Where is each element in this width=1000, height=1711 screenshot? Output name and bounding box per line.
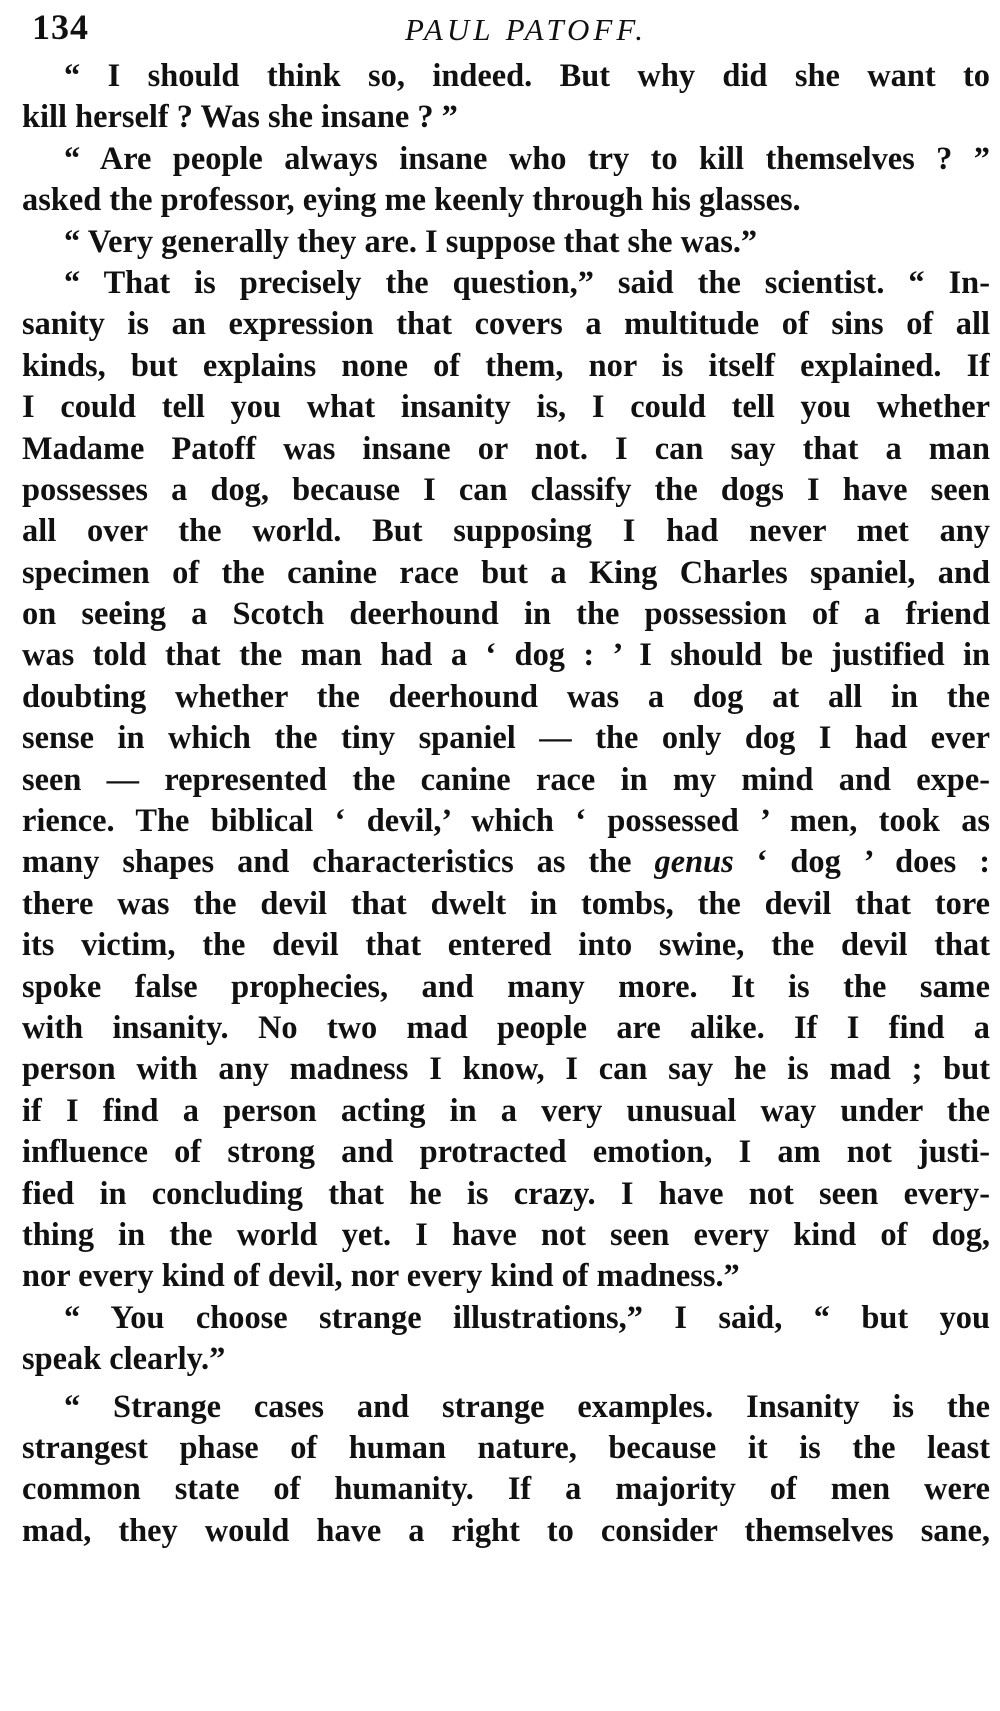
text-line: fied in concluding that he is crazy. I have not seen every-: [22, 1175, 990, 1212]
italic-genus: genus: [654, 844, 734, 881]
paragraph-2: [22, 139, 990, 222]
text-line: mad, they would have a right to consider themselves sane,: [22, 1512, 990, 1549]
paragraph-5: [22, 1298, 990, 1381]
text-line: “ Are people always insane who try to kill themselves ? ”: [64, 140, 990, 177]
paragraph-6: [22, 1387, 990, 1553]
text-line: “ That is precisely the question,” said the scientist. “ In-: [64, 264, 990, 301]
text-line: I could tell you what insanity is, I could tell you whether: [22, 389, 990, 426]
text-line: its victim, the devil that entered into swine, the devil that: [22, 927, 990, 964]
text-line: specimen of the canine race but a King Charles spaniel, and: [22, 554, 990, 591]
page-header: [22, 0, 990, 56]
text-line: possesses a dog, because I can classify the dogs I have seen: [22, 471, 990, 508]
body-text: [22, 56, 990, 1552]
page-number: 134: [32, 7, 89, 47]
text-line: speak clearly.”: [22, 1341, 226, 1378]
paragraph-1: [22, 56, 990, 139]
text-line: “ Very generally they are. I suppose that she was.”: [64, 223, 758, 260]
running-title: PAUL PATOFF.: [404, 12, 648, 47]
text-line: nor every kind of devil, nor every kind of madness.”: [22, 1258, 740, 1295]
text-line: seen — represented the canine race in my mind and expe-: [22, 761, 990, 798]
text-line: kinds, but explains none of them, nor is itself explained. If: [22, 347, 990, 384]
text-line-start: many shapes and characteristics as the: [22, 844, 632, 881]
text-line: asked the professor, eying me keenly through his glasses.: [22, 182, 801, 219]
text-line: all over the world. But supposing I had never met any: [22, 513, 990, 550]
text-line: thing in the world yet. I have not seen every kind of dog,: [22, 1216, 990, 1253]
text-line: kill herself ? Was she insane ? ”: [22, 99, 458, 136]
text-line: if I find a person acting in a very unusual way under the: [22, 1092, 990, 1129]
text-line: was told that the man had a ‘ dog : ’ I should be justified in: [22, 637, 990, 674]
text-line: doubting whether the deerhound was a dog at all in the: [22, 678, 990, 715]
text-line: sanity is an expression that covers a multitude of sins of all: [22, 306, 990, 343]
text-line: “ Strange cases and strange examples. Insanity is the: [64, 1388, 990, 1425]
text-line: common state of humanity. If a majority of men were: [22, 1471, 990, 1508]
text-line: on seeing a Scotch deerhound in the possession of a friend: [22, 596, 990, 633]
text-line: with insanity. No two mad people are alike. If I find a: [22, 1009, 990, 1046]
text-line: Madame Patoff was insane or not. I can say that a man: [22, 430, 990, 467]
text-line: influence of strong and protracted emotion, I am not justi-: [22, 1134, 990, 1171]
text-line: “ I should think so, indeed. But why did she want to: [64, 58, 990, 94]
text-line: “ You choose strange illustrations,” I said, “ but you: [64, 1299, 990, 1336]
text-line: [22, 842, 990, 883]
paragraph-4: [22, 263, 990, 1298]
text-line: strangest phase of human nature, because it is the least: [22, 1429, 990, 1466]
text-line: person with any madness I know, I can say he is mad ; but: [22, 1051, 990, 1088]
text-line: spoke false prophecies, and many more. It is the same: [22, 968, 990, 1005]
text-line-end: ‘ dog ’ does :: [733, 844, 990, 881]
text-line: there was the devil that dwelt in tombs, the devil that tore: [22, 885, 990, 922]
text-line: rience. The biblical ‘ devil,’ which ‘ possessed ’ men, took as: [22, 803, 990, 840]
text-line: sense in which the tiny spaniel — the only dog I had ever: [22, 720, 990, 757]
paragraph-3: [22, 222, 990, 263]
book-page: [22, 0, 990, 1711]
